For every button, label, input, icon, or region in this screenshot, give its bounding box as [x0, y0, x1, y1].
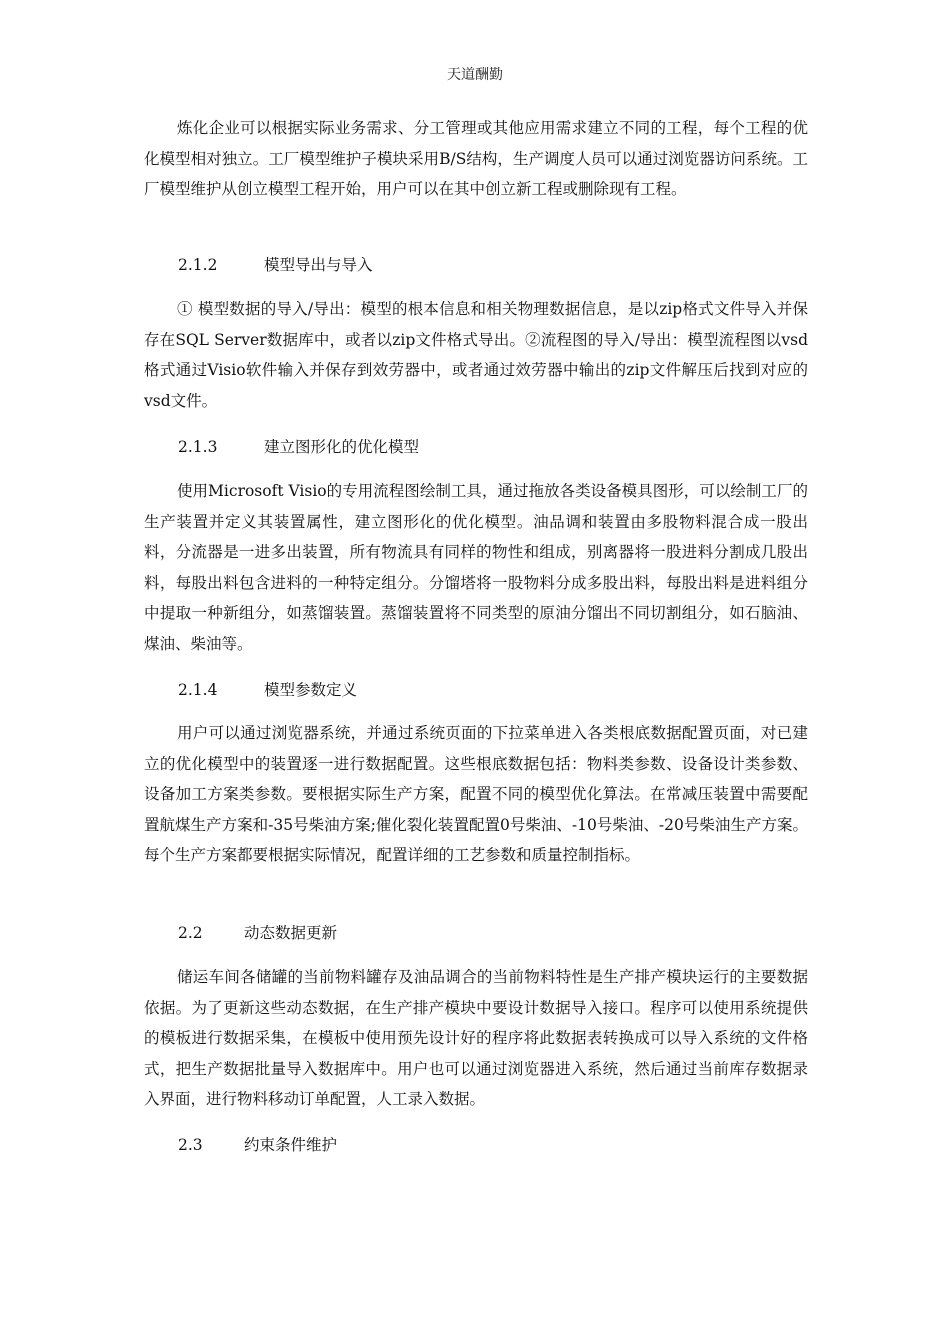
section-number: 2.1.4 [178, 681, 218, 699]
section-heading-2-1-2 [178, 254, 842, 276]
section-title: 建立图形化的优化模型 [264, 438, 420, 456]
section-title: 动态数据更新 [244, 924, 338, 942]
paragraph-engineering: 炼化企业可以根据实际业务需求、分工管理或其他应用需求建立不同的工程，每个工程的优化模型相对独立。工厂模型维护子模块采用B/S结构，生产调度人员可以通过浏览器访问系统。工厂模型维护从创立模型工程开始，用户可以在其中创立新工程或删除现有工程。 [144, 119, 808, 198]
section-title: 约束条件维护 [244, 1136, 338, 1154]
section-number: 2.3 [178, 1136, 203, 1154]
page-header: 天道酬勤 [447, 67, 503, 83]
section-number: 2.2 [178, 924, 203, 942]
section-number: 2.1.3 [178, 438, 218, 456]
paragraph-parameter-definition: 用户可以通过浏览器系统，并通过系统页面的下拉菜单进入各类根底数据配置页面，对已建立的优化模型中的装置逐一进行数据配置。这些根底数据包括：物料类参数、设备设计类参数、设备加工方案类参数。要根据实际生产方案，配置不同的模型优化算法。在常减压装置中需要配置航煤生产方案和-35号柴油方案;催化裂化装置配置0号柴油、-10号柴油、-20号柴油生产方案。每个生产方案都要根据实际情况，配置详细的工艺参数和质量控制指标。 [144, 724, 808, 864]
section-heading-2-1-4 [178, 679, 842, 701]
section-heading-2-3 [178, 1134, 842, 1156]
section-number: 2.1.2 [178, 256, 218, 274]
section-title: 模型参数定义 [264, 681, 358, 699]
paragraph-import-export: ① 模型数据的导入/导出：模型的根本信息和相关物理数据信息，是以zip格式文件导入并保存在SQL Server数据库中，或者以zip文件格式导出。②流程图的导入/导出：模型流程图以vsd格式通过Visio软件输入并保存到效劳器中，或者通过效劳器中输出的zip文件解压后找到对应的vsd文件。 [144, 300, 808, 410]
paragraph-graphical-model: 使用Microsoft Visio的专用流程图绘制工具，通过拖放各类设备模具图形，可以绘制工厂的生产装置并定义其装置属性，建立图形化的优化模型。油品调和装置由多股物料混合成一股出料，分流器是一进多出装置，所有物流具有同样的物性和组成，别离器将一股进料分割成几股出料，每股出料包含进料的一种特定组分。分馏塔将一股物料分成多股出料，每股出料是进料组分中提取一种新组分，如蒸馏装置。蒸馏装置将不同类型的原油分馏出不同切割组分，如石脑油、煤油、柴油等。 [144, 482, 808, 653]
section-heading-2-1-3 [178, 436, 842, 458]
paragraph-dynamic-data: 储运车间各储罐的当前物料罐存及油品调合的当前物料特性是生产排产模块运行的主要数据依据。为了更新这些动态数据，在生产排产模块中要设计数据导入接口。程序可以使用系统提供的模板进行数据采集，在模板中使用预先设计好的程序将此数据表转换成可以导入系统的文件格式，把生产数据批量导入数据库中。用户也可以通过浏览器进入系统，然后通过当前库存数据录入界面，进行物料移动订单配置，人工录入数据。 [144, 968, 808, 1108]
section-heading-2-2 [178, 922, 842, 944]
section-title: 模型导出与导入 [264, 256, 373, 274]
